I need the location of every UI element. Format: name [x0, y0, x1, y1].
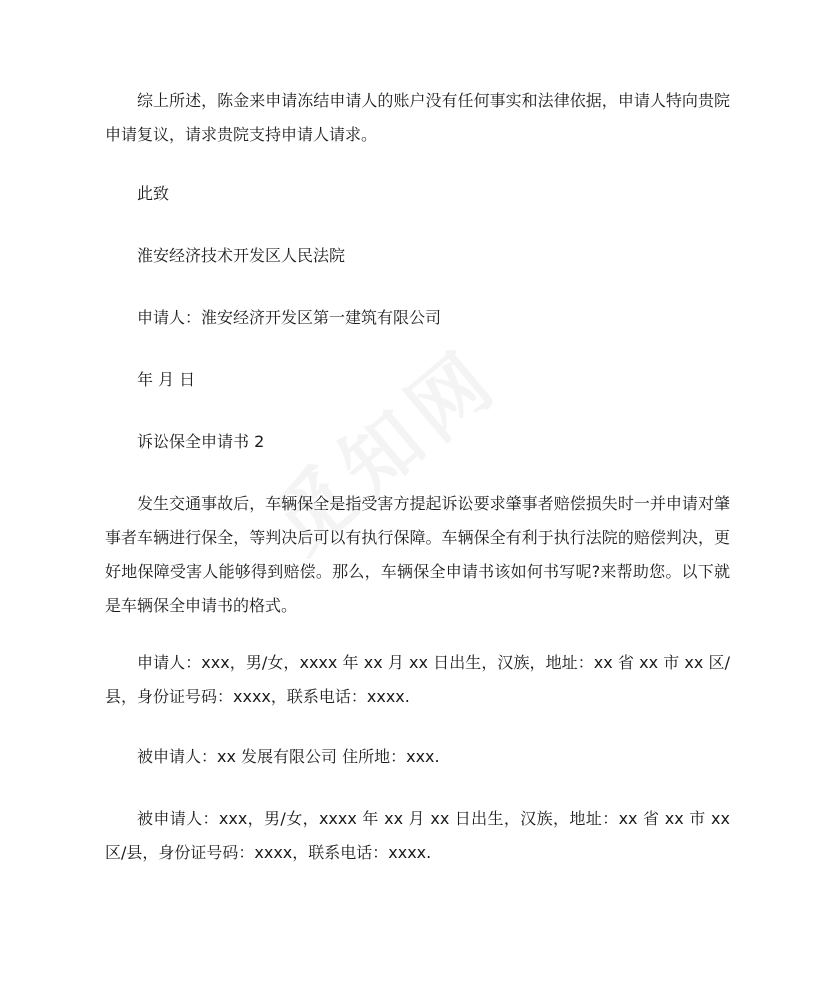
applicant-signature-line: 申请人：淮安经济开发区第一建筑有限公司: [137, 308, 442, 327]
court-name-line: 淮安经济技术开发区人民法院: [137, 246, 346, 265]
applicant-info-paragraph: 申请人：xxx，男/女，xxxx 年 xx 月 xx 日出生，汉族，地址：xx 省 xx 市 xx 区/县，身份证号码：xxxx，联系电话：xxxx.: [105, 653, 730, 706]
conclusion-paragraph: 综上所述，陈金来申请冻结申请人的账户没有任何事实和法律依据，申请人特向贵院申请复议，请求贵院支持申请人请求。: [105, 91, 730, 144]
salutation-line: 此致: [137, 184, 170, 203]
intro-paragraph: 发生交通事故后，车辆保全是指受害方提起诉讼要求肇事者赔偿损失时一并申请对肇事者车辆进行保全，等判决后可以有执行保障。车辆保全有利于执行法院的赔偿判决，更好地保障受害人能够得到赔偿。那么，车辆保全申请书该如何书写呢?来帮助您。以下就是车辆保全申请书的格式。: [105, 494, 730, 615]
section-title: 诉讼保全申请书 2: [137, 432, 265, 451]
respondent-company-paragraph: 被申请人：xx 发展有限公司 住所地：xxx.: [137, 747, 440, 766]
respondent-person-paragraph: 被申请人：xxx，男/女，xxxx 年 xx 月 xx 日出生，汉族，地址：xx 省 xx 市 xx 区/县，身份证号码：xxxx，联系电话：xxxx.: [105, 809, 730, 862]
date-line: 年 月 日: [137, 370, 196, 389]
